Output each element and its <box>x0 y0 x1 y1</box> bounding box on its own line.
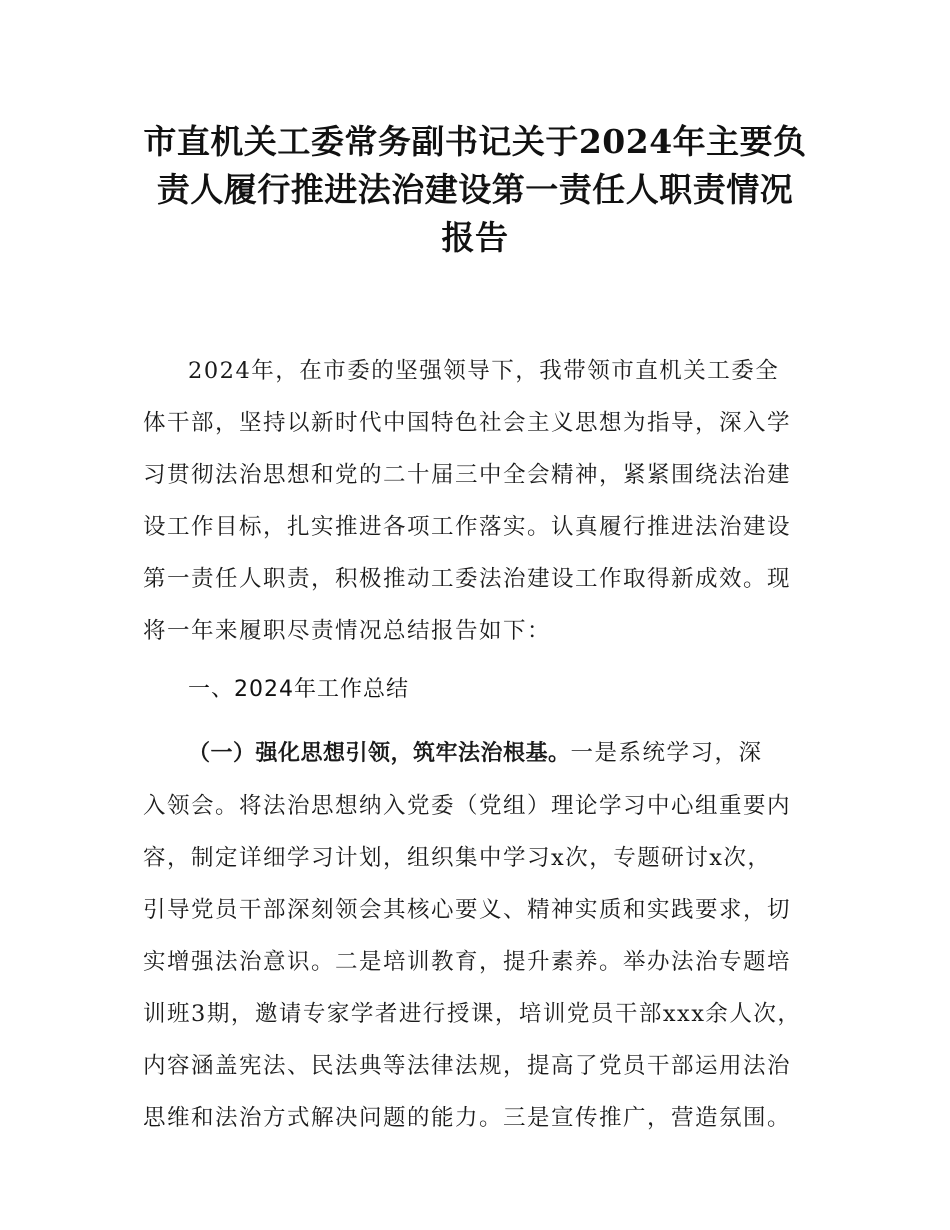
paragraph-line: 设工作目标，扎实推进各项工作落实。认真履行推进法治建设 <box>143 514 792 540</box>
paragraph-line: 将一年来履职尽责情况总结报告如下： <box>143 618 552 644</box>
paragraph-line: 训班3期，邀请专家学者进行授课，培训党员干部xxx余人次， <box>143 1001 802 1027</box>
subsection-paragraph <box>143 727 823 1144</box>
paragraph-line: 入领会。将法治思想纳入党委（党组）理论学习中心组重要内 <box>143 793 792 819</box>
paragraph-line: 容，制定详细学习计划，组织集中学习x次，专题研讨x次， <box>143 845 772 871</box>
paragraph-line: 引导党员干部深刻领会其核心要义、精神实质和实践要求，切 <box>143 897 792 923</box>
paragraph-line: 2024年，在市委的坚强领导下，我带领市直机关工委全 <box>188 358 780 384</box>
title-line: 市直机关工委常务副书记关于2024年主要负 <box>143 122 807 161</box>
paragraph-line: 习贯彻法治思想和党的二十届三中全会精神，紧紧围绕法治建 <box>143 462 792 488</box>
paragraph-line: 内容涵盖宪法、民法典等法律法规，提高了党员干部运用法治 <box>143 1053 792 1079</box>
section-heading: 一、2024年工作总结 <box>188 677 409 702</box>
subsection-heading: （一）强化思想引领，筑牢法治根基。 <box>188 741 571 766</box>
intro-paragraph <box>143 345 823 657</box>
title-line: 责人履行推进法治建设第一责任人职责情况 <box>156 170 794 209</box>
paragraph-line: 第一责任人职责，积极推动工委法治建设工作取得新成效。现 <box>143 566 792 592</box>
paragraph-line: 思维和法治方式解决问题的能力。三是宣传推广，营造氛围。 <box>143 1105 792 1131</box>
paragraph-line-rest: 一是系统学习，深 <box>570 740 763 766</box>
paragraph-line: 实增强法治意识。二是培训教育，提升素养。举办法治专题培 <box>143 949 792 975</box>
title-line: 报告 <box>441 218 509 257</box>
document-title <box>110 118 840 262</box>
paragraph-first-line <box>143 727 823 780</box>
paragraph-line: 体干部，坚持以新时代中国特色社会主义思想为指导，深入学 <box>143 410 792 436</box>
